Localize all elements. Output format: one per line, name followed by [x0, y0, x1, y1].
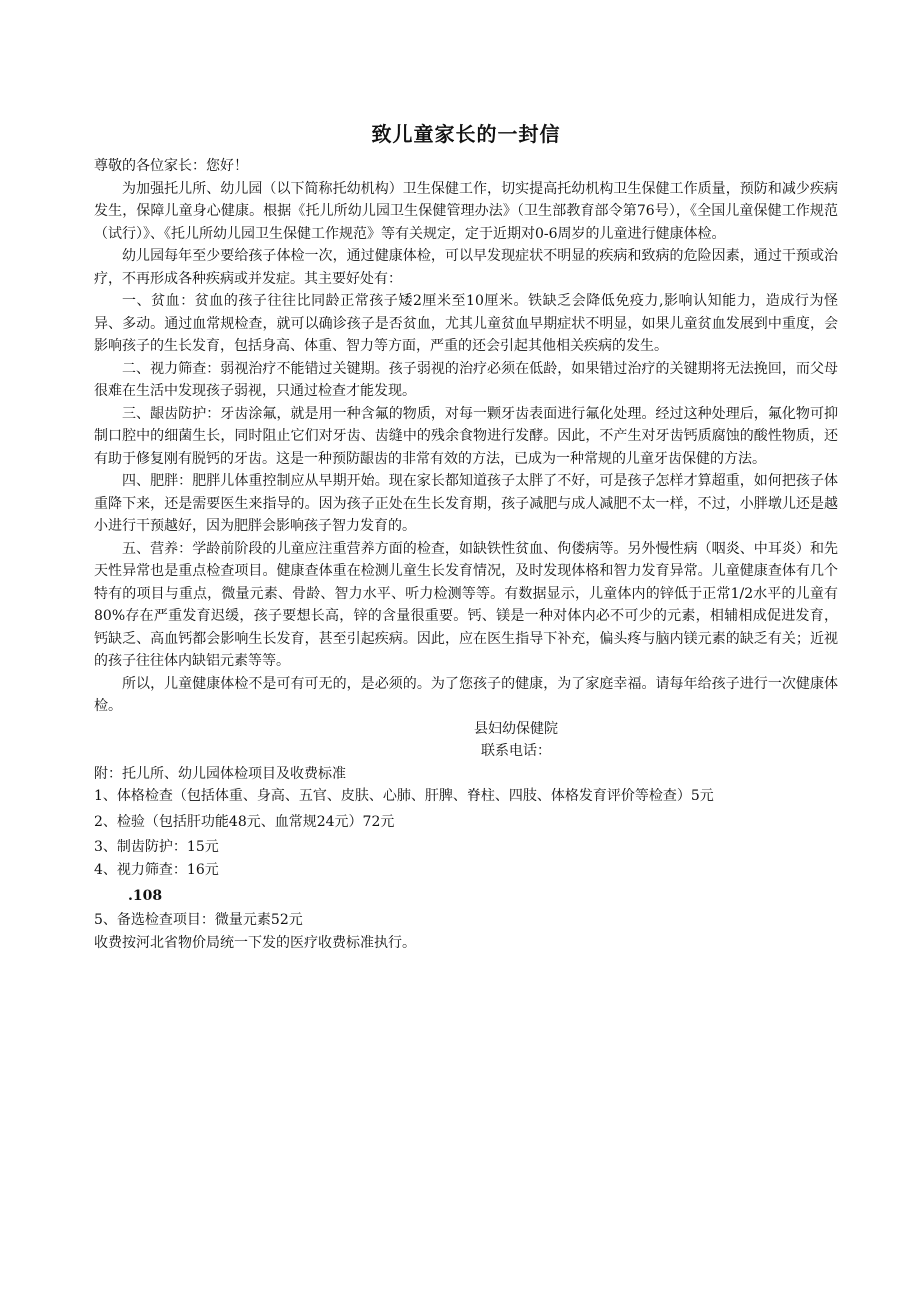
obesity-paragraph: 四、肥胖：肥胖儿体重控制应从早期开始。现在家长都知道孩子太胖了不好，可是孩子怎样才算超重，如何把孩子体重降下来，还是需要医生来指导的。因为孩子正处在生长发育期，孩子减肥与成人减肥不太一样，不过，小胖墩儿还是越小进行干预越好，因为肥胖会影响孩子智力发育的。 [94, 473, 838, 534]
fee-item: 1、体格检查（包括体重、身高、五官、皮肤、心肺、肝脾、脊柱、四肢、体格发育评价等检查）5元 [94, 788, 714, 804]
dental-paragraph: 三、龈齿防护：牙齿涂氟，就是用一种含氟的物质，对每一颗牙齿表面进行氟化处理。经过这种处理后，氟化物可抑制口腔中的细菌生长，同时阻止它们对牙齿、齿缝中的残余食物进行发酵。因此，不产生对牙齿钙质腐蚀的酸性物质，还有助于修复刚有脱钙的牙齿。这是一种预防龈齿的非常有效的方法，已成为一种常规的儿童牙齿保健的方法。 [94, 405, 838, 467]
conclusion-paragraph: 所以，儿童健康体检不是可有可无的，是必须的。为了您孩子的健康，为了家庭幸福。请每年给孩子进行一次健康体检。 [94, 675, 838, 714]
fee-item: 2、检验（包括肝功能48元、血常规24元）72元 [94, 813, 395, 830]
nutrition-paragraph: 五、营养：学龄前阶段的儿童应注重营养方面的检查，如缺铁性贫血、佝偻病等。另外慢性病（咽炎、中耳炎）和先天性异常也是重点检查项目。健康查体重在检测儿童生长发育情况，及时发现体格和智力发育异常。儿童健康查体有几个特有的项目与重点，微量元素、骨龄、智力水平、听力检测等等。有数据显示，儿童体内的锌低于正常1/2水平的儿童有80%存在严重发育迟缓，孩子要想长高，锌的含量很重要。钙、镁是一种对体内必不可少的元素，相辅相成促进发育，钙缺乏、高血钙都会影响生长发育，甚至引起疾病。因此，应在医生指导下补充，偏头疼与脑内镁元素的缺乏有关；近视的孩子往往体内缺铝元素等等。 [94, 540, 838, 669]
optional-fee-item: 5、备选检查项目：微量元素52元 [94, 912, 303, 928]
fee-total: .108 [128, 888, 163, 904]
benefits-intro-paragraph: 幼儿园每年至少要给孩子体检一次，通过健康体检，可以早发现症状不明显的疾病和致病的危险因素，通过干预或治疗，不再形成各种疾病或并发症。其主要好处有： [94, 248, 838, 287]
letter-page [94, 118, 838, 954]
fee-item: 4、视力筛查：16元 [94, 861, 219, 878]
greeting: 尊敬的各位家长：您好！ [94, 158, 248, 174]
signature-phone-label: 联系电话： [481, 743, 551, 759]
signature-org: 县妇幼保健院 [474, 720, 558, 737]
intro-paragraph: 为加强托儿所、幼儿园（以下简称托幼机构）卫生保健工作，切实提高托幼机构卫生保健工作质量，预防和减少疾病发生，保障儿童身心健康。根据《托儿所幼儿园卫生保健管理办法》（卫生部教育部令第76号），《全国儿童保健工作规范（试行）》、《托儿所幼儿园卫生保健工作规范》等有关规定，定于近期对0-6周岁的儿童进行健康体检。 [94, 180, 838, 242]
fee-note: 收费按河北省物价局统一下发的医疗收费标准执行。 [94, 934, 416, 951]
appendix-heading: 附：托儿所、幼儿园体检项目及收费标准 [94, 765, 346, 782]
anemia-paragraph: 一、贫血：贫血的孩子往往比同龄正常孩子矮2厘米至10厘米。铁缺乏会降低免疫力,影响认知能力，造成行为怪异、多动。通过血常规检查，就可以确诊孩子是否贫血，尤其儿童贫血早期症状不明显，如果儿童贫血发展到中重度，会影响孩子的生长发育，包括身高、体重、智力等方面，严重的还会引起其他相关疾病的发生。 [94, 293, 838, 354]
fee-item: 3、制齿防护：15元 [94, 839, 219, 855]
letter-title: 致儿童家长的一封信 [371, 122, 561, 146]
vision-paragraph: 二、视力筛查：弱视治疗不能错过关键期。孩子弱视的治疗必须在低龄，如果错过治疗的关键期将无法挽回，而父母很难在生活中发现孩子弱视，只通过检查才能发现。 [94, 360, 838, 399]
